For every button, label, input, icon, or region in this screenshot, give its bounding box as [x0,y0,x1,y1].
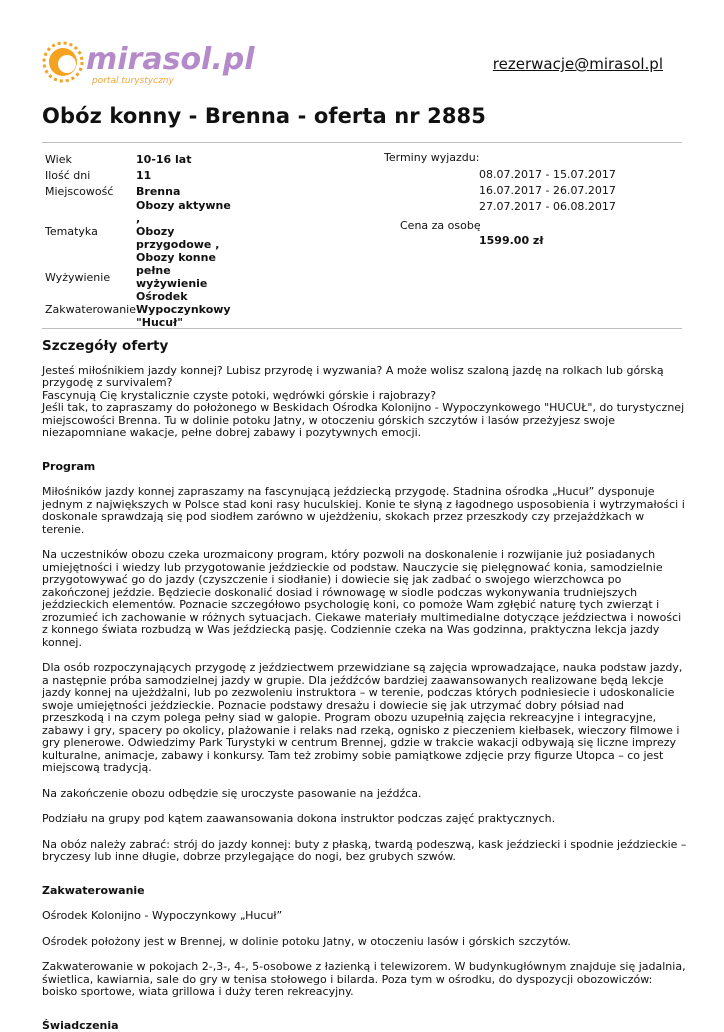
detail-row-days [45,167,236,183]
detail-value: 10-16 lat [136,151,236,167]
program-paragraph: Na obóz należy zabrać: strój do jazdy konnej: buty z płaską, twardą podeszwą, kask jeździecki i spodnie jeździeckie – bryczesy lub inne długie, dobrze przylegające do nogi, bez grubych szwów. [42,839,687,864]
detail-value-line: Obozy konne [136,251,236,264]
accommodation-paragraph: Ośrodek Kolonijno - Wypoczynkowy „Hucuł” [42,910,687,923]
detail-label: Wyżywienie [45,264,136,290]
divider [42,328,682,329]
departure-date: 27.07.2017 - 06.08.2017 [479,199,616,215]
section-title: Szczegóły oferty [42,340,687,353]
accommodation-heading: Zakwaterowanie [42,885,687,898]
departure-dates-label: Terminy wyjazdu: [384,151,479,164]
detail-value-line: Ośrodek [136,290,236,303]
program-paragraph: Dla osób rozpoczynających przygodę z jeździectwem przewidziane są zajęcia wprowadzające, nauka podstaw jazdy, a następnie próba samodzielnej jazdy w grupie. Dla jeźdźców bardziej zaawansowanych realizowane będą lekcje jazdy konnej na ujeżdżalni, lub po zezwoleniu instruktora – w terenie, podczas których podniesiecie i udoskonalicie swoje umiejętności jeździeckie. Poznacie podstawy dresażu i dowiecie się jak utrzymać dobry półsiad nad przeszkodą i na czym polega pełny siad w galopie. Program obozu uzupełnią zajęcia rekreacyjne i integracyjne, zabawy i gry, spacery po okolicy, plażowanie i relaks nad rzeką, ognisko z pieczeniem kiełbasek, wieczory filmowe i gry plenerowe. Odwiedzimy Park Turystyki w centrum Brennej, gdzie w trakcie wakacji odbywają się liczne imprezy kulturalne, animacje, zabawy i konkursy. Tam też zrobimy sobie pamiątkowe zdjęcie przy figurze Utopca – co jest miejscową tradycją. [42,662,687,775]
benefits-heading: Świadczenia [42,1020,687,1032]
detail-label: Ilość dni [45,167,136,183]
detail-value-line: pełne [136,264,236,277]
intro-line: Jeśli tak, to zapraszamy do położonego w Beskidach Ośrodka Kolonijno - Wypoczynkowego "HUCUŁ", do turystycznej miejscowości Brenna. Tu w dolinie potoku Jatny, w otoczeniu górskich szczytów i lasów przeżyjesz swoje niezapomniane wakacje, pełne dobrej zabawy i pozytywnych emocji. [42,402,687,440]
offer-details-table [45,151,236,329]
program-paragraph: Podziału na grupy pod kątem zaawansowania dokona instruktor podczas zajęć praktycznych. [42,813,687,826]
detail-value-line: Obozy aktywne , [136,199,236,225]
sun-icon [44,43,82,81]
accommodation-paragraph: Zakwaterowanie w pokojach 2-,3-, 4-, 5-osobowe z łazienką i telewizorem. W budynkugłównym znajduje się jadalnia, świetlica, kawiarnia, sale do gry w tenisa stołowego i bilarda. Poza tym w ośrodku, do dyspozycji obozowiczów: boisko sportowe, wiata grillowa i duży teren rekreacyjny. [42,961,687,999]
logo-tagline: portal turystyczny [91,76,175,86]
detail-value: Brenna [136,183,236,199]
divider [42,142,682,143]
intro-line: Fascynują Cię krystalicznie czyste potoki, wędrówki górskie i rajobrazy? [42,390,687,403]
detail-value-line: Obozy [136,225,236,238]
reservation-email-link[interactable]: rezerwacje@mirasol.pl [493,55,663,73]
detail-label: Zakwaterowanie [45,290,136,329]
detail-value [136,264,236,290]
detail-value [136,199,236,264]
intro-line: Jesteś miłośnikiem jazdy konnej? Lubisz przyrodę i wyzwania? A może wolisz szaloną jazdę na rolkach lub górską przygodę z survivalem? [42,365,687,390]
detail-value: 11 [136,167,236,183]
offer-description [42,340,687,1032]
program-paragraph: Na uczestników obozu czeka urozmaicony program, który pozwoli na doskonalenie i rozwijanie już posiadanych umiejętności i wiedzy lub przygotowanie jeździeckie od podstaw. Nauczycie się pielęgnować konia, samodzielnie przygotowywać go do jazdy (czyszczenie i siodłanie) i dowiecie się jak zadbać o swojego wierzchowca po zakończonej jeździe. Będziecie doskonalić dosiad i równowagę w siodle podczas wykonywania trudniejszych jeździeckich elementów. Poznacie szczegółowo psychologię koni, co pomoże Wam zgłębić naturę tych zwierząt i zrozumieć ich zachowanie w różnych sytuacjach. Ciekawe materiały multimedialne dotyczące jeździectwa i nowości z konnego świata rozbudzą w Was jeździecką pasję. Codziennie czeka na Was godzinna, praktyczna lekcja jazdy konnej. [42,549,687,649]
detail-label: Wiek [45,151,136,167]
mirasol-logo[interactable] [40,36,280,92]
departure-date: 08.07.2017 - 15.07.2017 [479,167,616,183]
price-label: Cena za osobę [400,219,481,232]
detail-value-line: Wypoczynkowy [136,303,236,316]
program-paragraph: Na zakończenie obozu odbędzie się uroczyste pasowanie na jeźdźca. [42,788,687,801]
detail-label: Tematyka [45,199,136,264]
detail-row-age [45,151,236,167]
detail-value-line: wyżywienie [136,277,236,290]
price-value: 1599.00 zł [479,234,543,247]
detail-value [136,290,236,329]
detail-row-accommodation [45,290,236,329]
detail-label: Miejscowość [45,183,136,199]
detail-row-location [45,183,236,199]
program-heading: Program [42,461,687,474]
program-paragraph: Miłośników jazdy konnej zapraszamy na fascynującą jeździecką przygodę. Stadnina ośrodka „Hucuł” dysponuje jednym z największych w Polsce stad koni rasy huculskiej. Konie te słyną z łagodnego usposobienia i wytrzymałości i doskonale sprawdzają się pod siodłem zarówno w ujeżdżeniu, skokach przez przeszkody czy przejażdżkach w terenie. [42,486,687,536]
detail-value-line: przygodowe , [136,238,236,251]
departure-dates-list [479,167,616,215]
page-title: Obóz konny - Brenna - oferta nr 2885 [42,104,486,128]
detail-row-meals [45,264,236,290]
logo-wordmark: mirasol.pl [86,42,255,77]
accommodation-paragraph: Ośrodek położony jest w Brennej, w dolinie potoku Jatny, w otoczeniu lasów i górskich szczytów. [42,936,687,949]
detail-row-theme [45,199,236,264]
detail-value-line: "Hucuł" [136,316,236,329]
departure-date: 16.07.2017 - 26.07.2017 [479,183,616,199]
